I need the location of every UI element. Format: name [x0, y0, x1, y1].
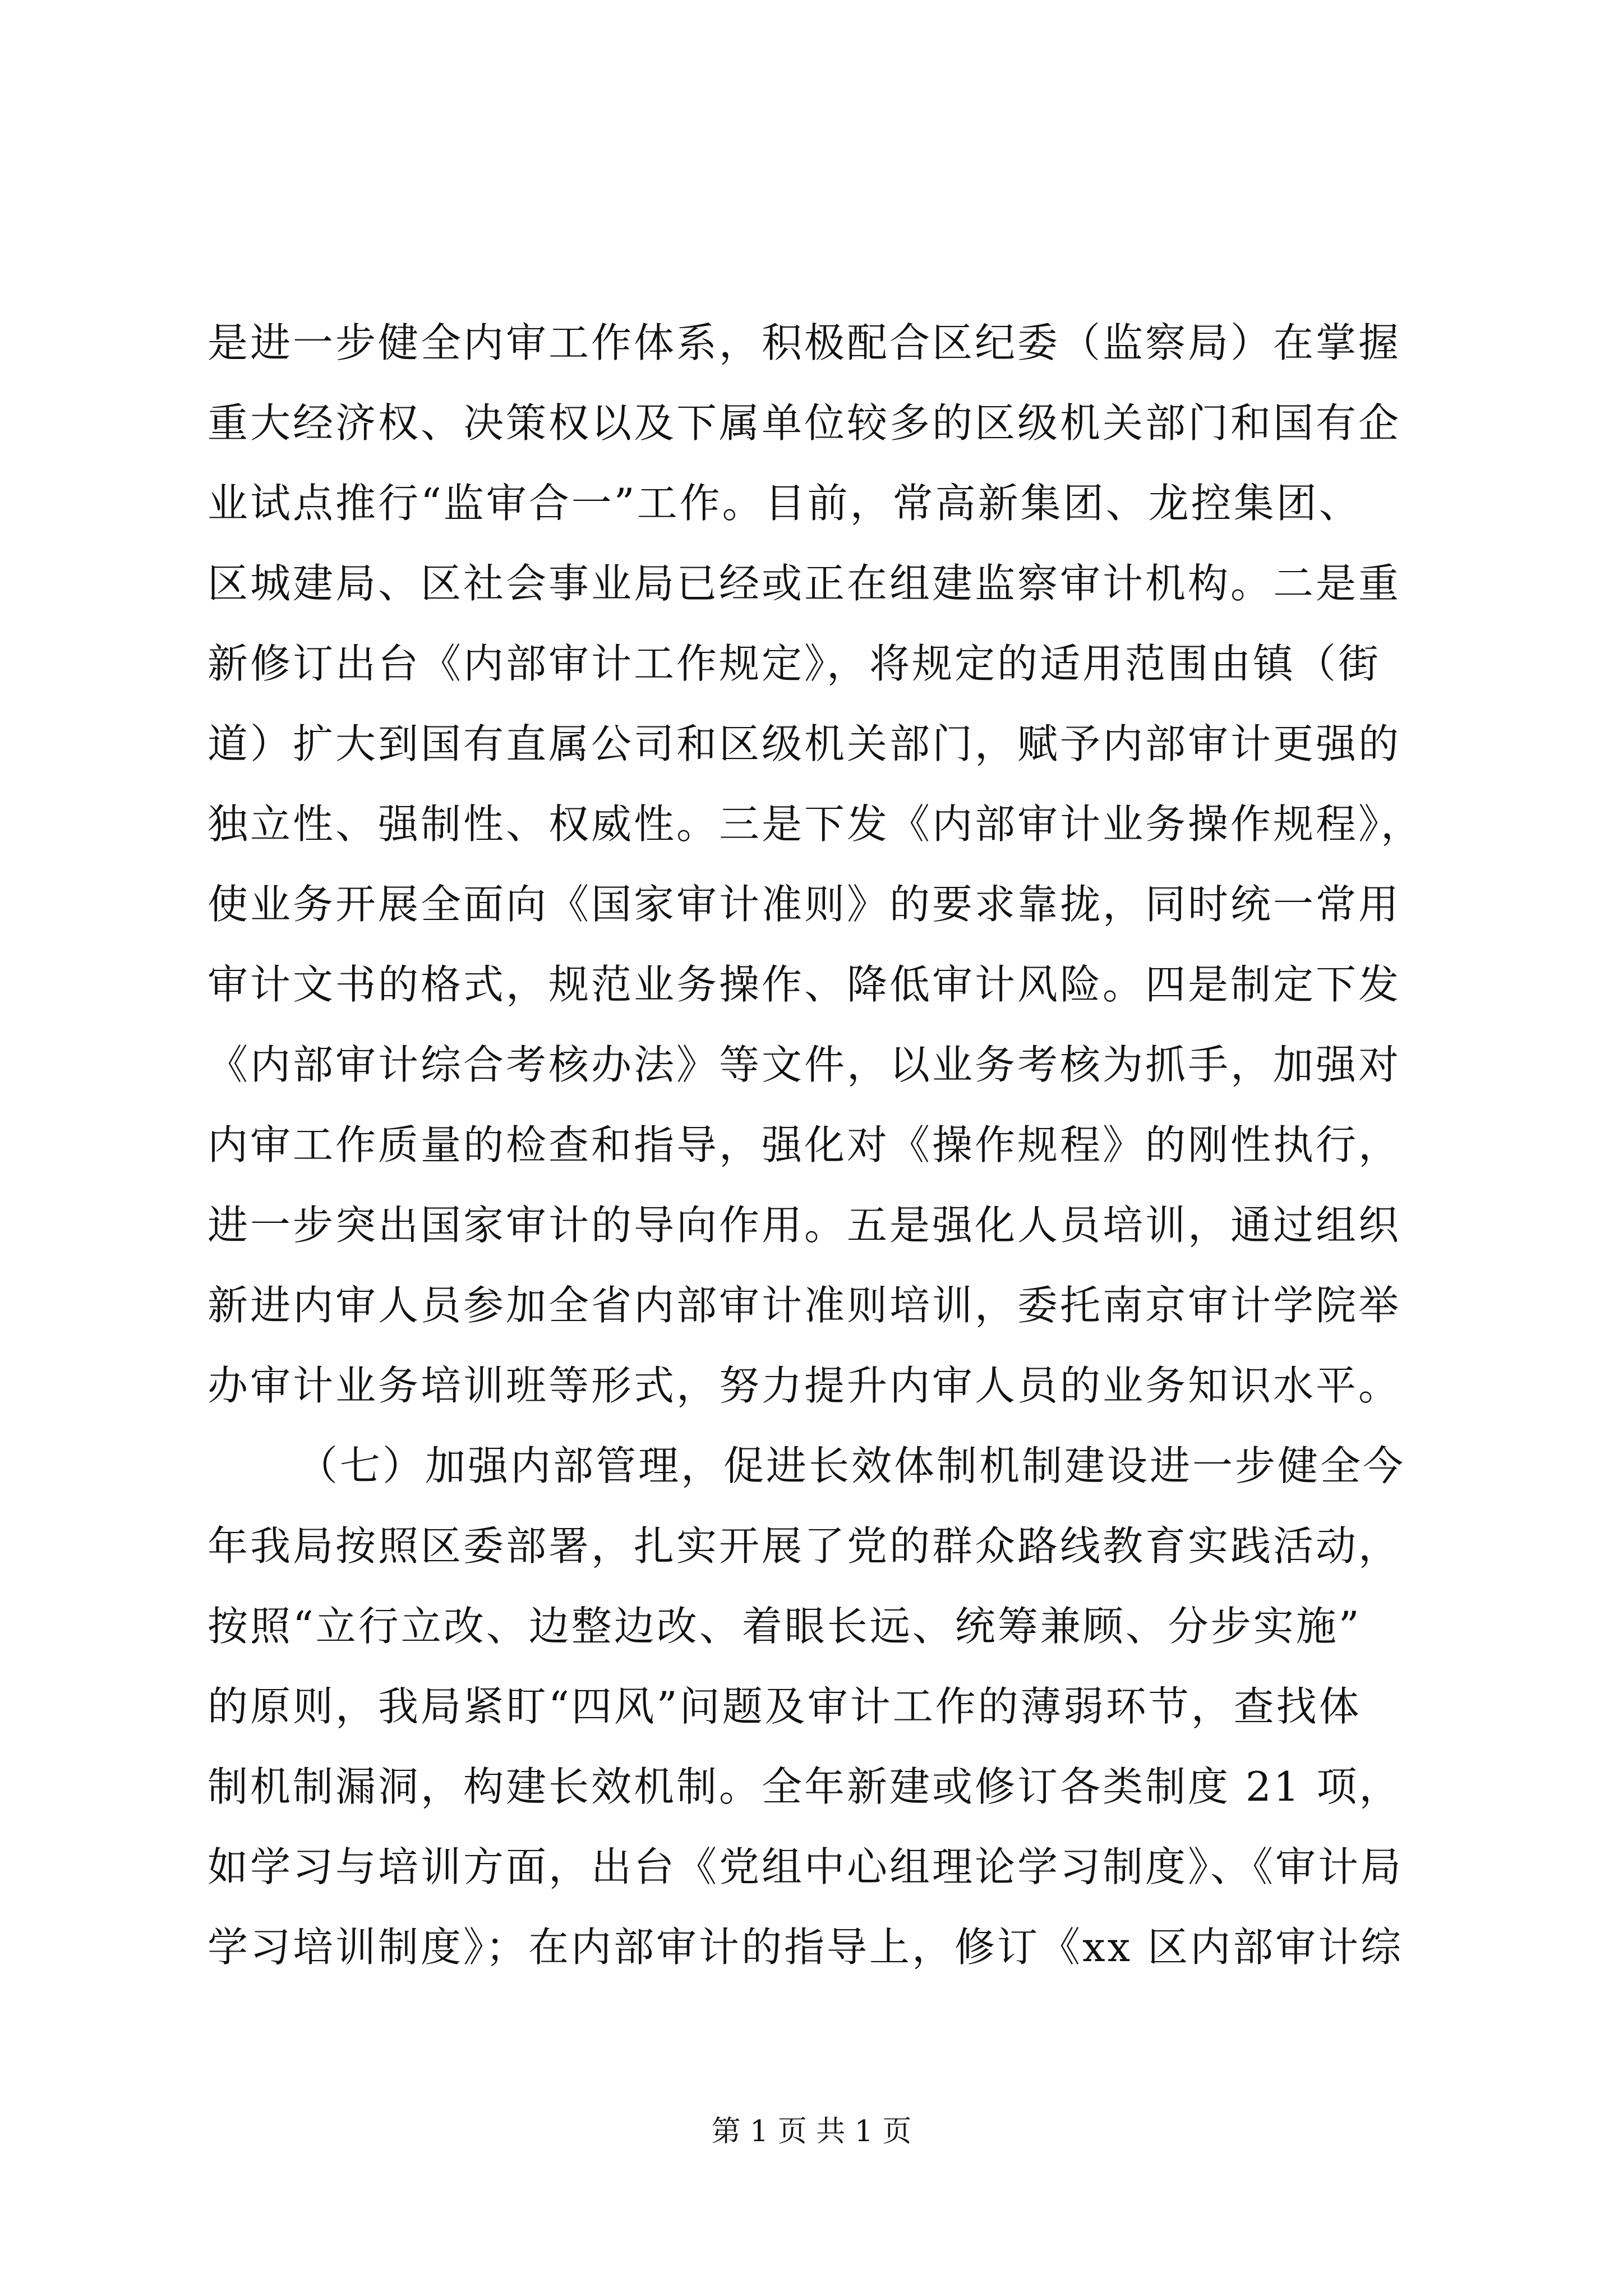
text-line: 使业务开展全面向《国家审计准则》的要求靠拢，同时统一常用 — [208, 881, 1401, 928]
text-line: 是进一步健全内审工作体系，积极配合区纪委（监察局）在掌握 — [208, 319, 1401, 366]
text-line: 学习培训制度》；在内部审计的指导上，修订《xx 区内部审计综 — [208, 1924, 1404, 1971]
text-line: 按照“立行立改、边整边改、着眼长远、统筹兼顾、分步实施” — [208, 1603, 1362, 1650]
text-line: 如学习与培训方面，出台《党组中心组理论学习制度》、《审计局 — [208, 1843, 1404, 1890]
text-line: 道）扩大到国有直属公司和区级机关部门，赋予内部审计更强的 — [208, 720, 1401, 767]
text-line: 《内部审计综合考核办法》等文件，以业务考核为抓手，加强对 — [208, 1041, 1401, 1088]
text-line: 区城建局、区社会事业局已经或正在组建监察审计机构。二是重 — [208, 560, 1401, 607]
text-line: 审计文书的格式，规范业务操作、降低审计风险。四是制定下发 — [208, 961, 1401, 1008]
text-line: 制机制漏洞，构建长效机制。全年新建或修订各类制度 21 项， — [208, 1763, 1402, 1810]
page-number-footer: 第 1 页 共 1 页 — [711, 2115, 912, 2148]
section-heading-line: （七）加强内部管理，促进长效体制机制建设进一步健全今 — [297, 1442, 1406, 1489]
document-body — [208, 303, 1441, 1987]
text-line: 独立性、强制性、权威性。三是下发《内部审计业务操作规程》， — [208, 800, 1424, 848]
text-line: 办审计业务培训班等形式，努力提升内审人员的业务知识水平。 — [208, 1362, 1401, 1409]
text-line: 新修订出台《内部审计工作规定》，将规定的适用范围由镇（街 — [208, 640, 1381, 687]
text-line: 年我局按照区委部署，扎实开展了党的群众路线教育实践活动， — [208, 1522, 1401, 1570]
text-line: 重大经济权、决策权以及下属单位较多的区级机关部门和国有企 — [208, 399, 1401, 447]
text-line: 新进内审人员参加全省内部审计准则培训，委托南京审计学院举 — [208, 1282, 1401, 1329]
text-line: 进一步突出国家审计的导向作用。五是强化人员培训，通过组织 — [208, 1202, 1401, 1249]
text-line: 业试点推行“监审合一”工作。目前，常高新集团、龙控集团、 — [208, 480, 1362, 527]
text-line: 的原则，我局紧盯“四风”问题及审计工作的薄弱环节，查找体 — [208, 1683, 1362, 1730]
text-line: 内审工作质量的检查和指导，强化对《操作规程》的刚性执行， — [208, 1121, 1401, 1168]
